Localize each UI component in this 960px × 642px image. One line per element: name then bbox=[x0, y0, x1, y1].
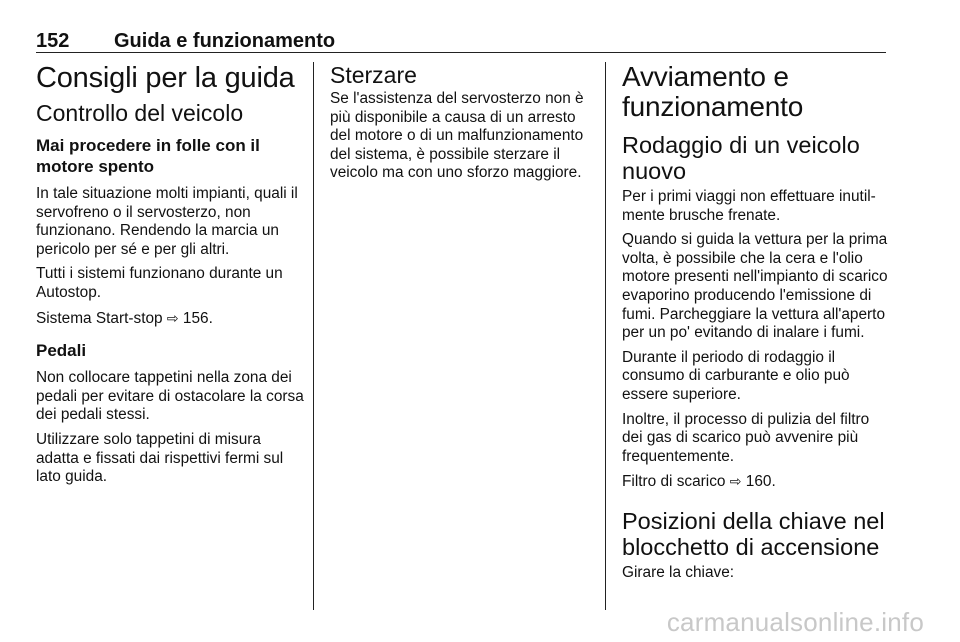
watermark: carmanualsonline.info bbox=[666, 607, 924, 637]
subsection-heading-pedali: Pedali bbox=[36, 341, 87, 361]
page-reference-arrow-icon: ⇨ bbox=[729, 473, 742, 490]
page-header bbox=[36, 30, 886, 53]
section-title: Guida e funzionamento bbox=[114, 30, 336, 52]
column-3 bbox=[622, 62, 892, 589]
paragraph: In tale situazione molti impianti, quali il servofreno o il servosterzo, non funzionano. Rendendo la marcia un pericolo per sé e per gli altri. bbox=[36, 185, 298, 258]
paragraph: Non collocare tappetini nella zona dei pedali per evitare di ostacolare la corsa dei pedali stessi. bbox=[36, 369, 304, 424]
paragraph: Quando si guida la vettura per la prima volta, è possibile che la cera e l'olio motore presenti nell'impianto di scarico evaporino producendo l'emissione di fumi. Parcheggiare la vettura all'aperto per un po' evitando di inalare i fumi. bbox=[622, 231, 888, 342]
reference-page: 160. bbox=[745, 473, 776, 491]
section-heading-sterzare: Sterzare bbox=[330, 62, 417, 88]
reference-page: 156. bbox=[182, 309, 213, 327]
paragraph: Inoltre, il processo di pulizia del filtro dei gas di scarico può avvenire più frequentemente. bbox=[622, 410, 870, 465]
paragraph: Utilizzare solo tappetini di misura adatta e fissati dai rispettivi fermi sul lato guida. bbox=[36, 430, 284, 486]
chapter-title: Consigli per la guida bbox=[36, 62, 295, 94]
column-divider-1 bbox=[313, 62, 314, 610]
column-2 bbox=[330, 62, 594, 189]
column-1 bbox=[36, 62, 304, 493]
section-heading: Controllo del veicolo bbox=[36, 100, 244, 126]
paragraph: Per i primi viaggi non effettuare inutilmente brusche frenate. bbox=[622, 188, 876, 224]
column-divider-2 bbox=[605, 62, 606, 610]
page-number: 152 bbox=[36, 30, 70, 52]
page-reference-arrow-icon: ⇨ bbox=[166, 309, 179, 326]
reference-text: Sistema Start-stop bbox=[36, 309, 167, 327]
chapter-title-avviamento: Avviamento e funzionamento bbox=[622, 61, 804, 122]
paragraph: Durante il periodo di rodaggio il consumo di carburante e olio può essere superiore. bbox=[622, 348, 850, 403]
section-heading-rodaggio: Rodaggio di un veicolo nuovo bbox=[622, 132, 860, 184]
paragraph: Se l'assistenza del servosterzo non è più disponibile a causa di un arresto del motore o di un malfunzionamento del sistema, è possibile sterzare il veicolo ma con uno sforzo maggiore. bbox=[330, 90, 584, 182]
section-heading-chiave: Posizioni della chiave nel blocchetto di accensione bbox=[622, 507, 885, 560]
cross-reference[interactable] bbox=[36, 309, 304, 329]
paragraph: Tutti i sistemi funzionano durante un Autostop. bbox=[36, 265, 283, 301]
reference-text: Filtro di scarico bbox=[622, 473, 730, 491]
subsection-heading-folle: Mai procedere in folle con il motore spento bbox=[36, 136, 260, 176]
paragraph: Girare la chiave: bbox=[622, 563, 735, 581]
cross-reference[interactable] bbox=[622, 472, 892, 492]
